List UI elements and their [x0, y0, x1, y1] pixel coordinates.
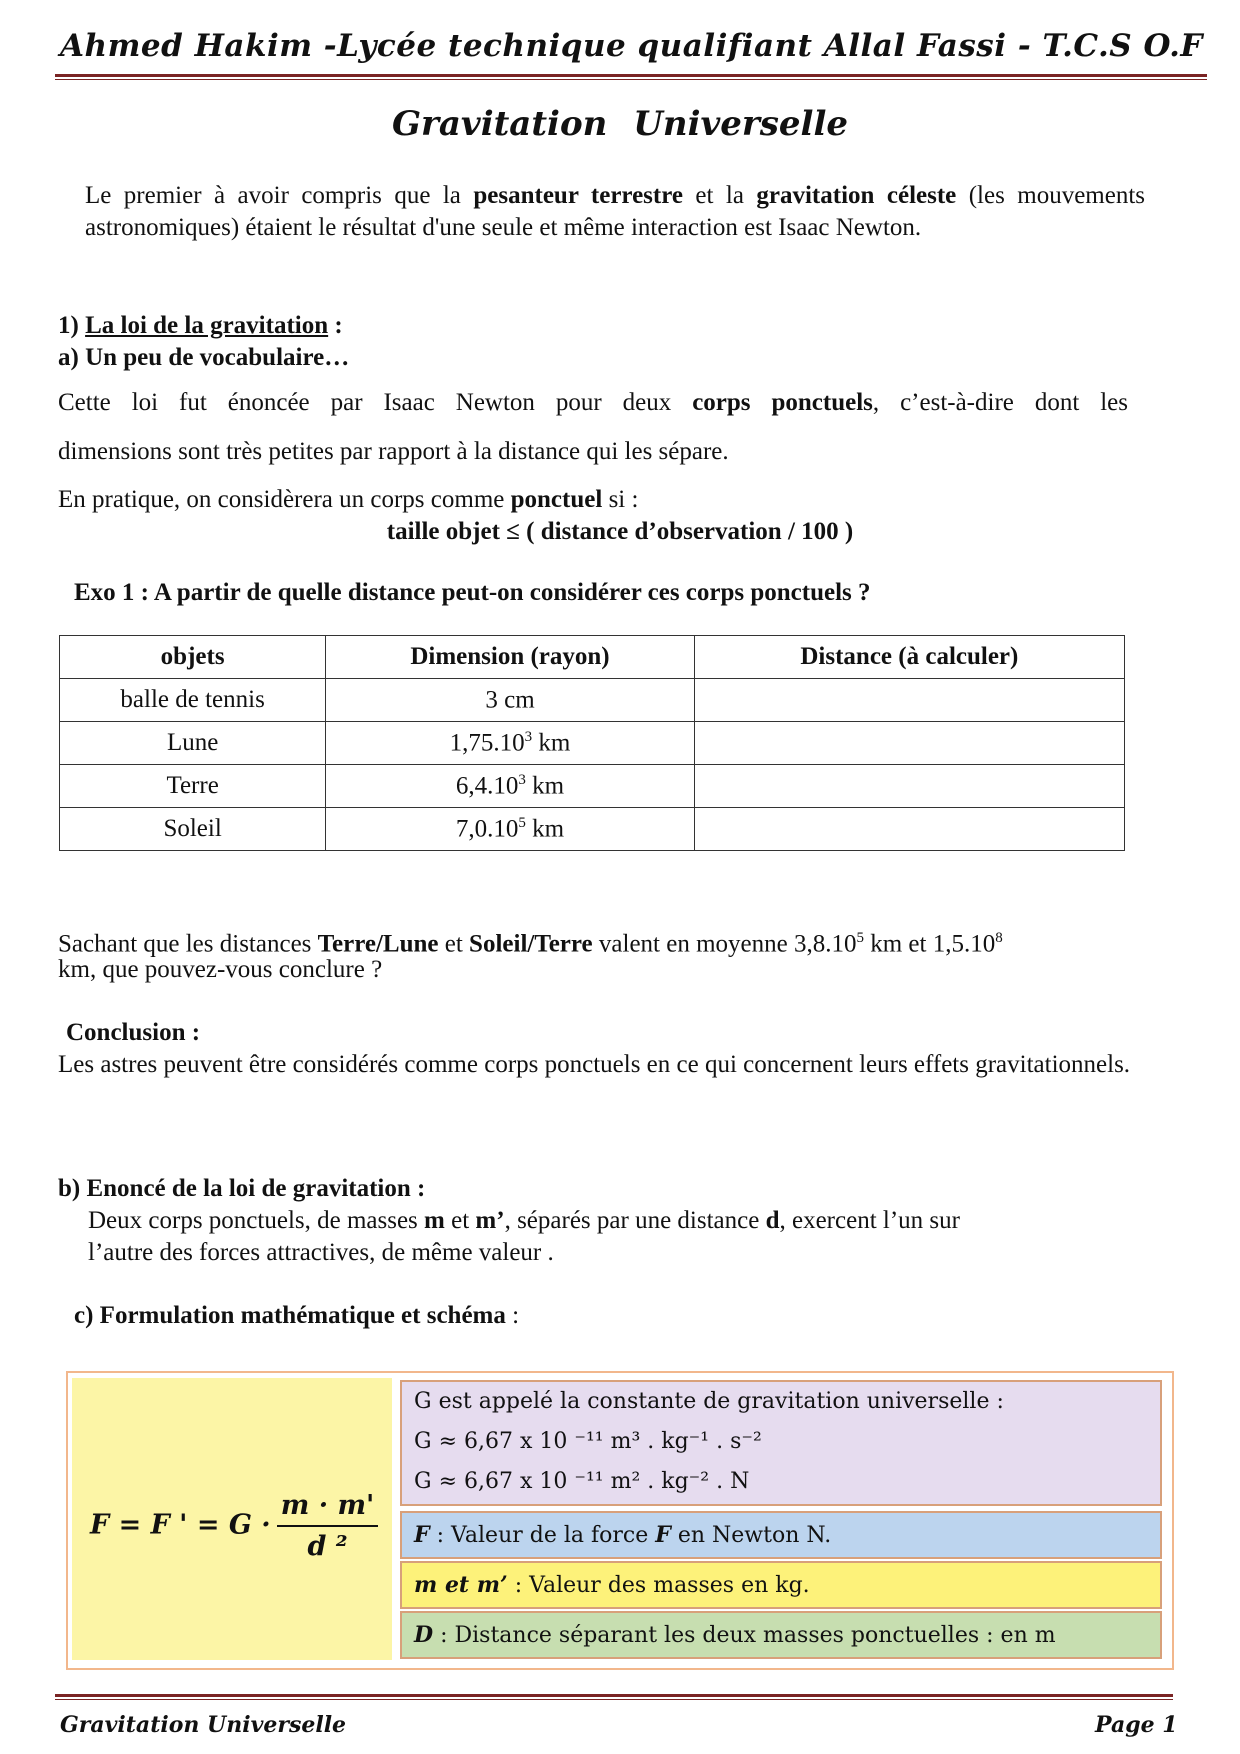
table-row — [60, 722, 1125, 765]
table-cell-distance[interactable] — [694, 765, 1124, 808]
footer-rule-thin — [55, 1699, 1173, 1700]
table-cell-object: balle de tennis — [60, 679, 326, 722]
table-row — [60, 765, 1125, 808]
g-constant-cell — [400, 1380, 1162, 1506]
ponctuel-text: En pratique, on considèrera un corps comme — [58, 486, 511, 513]
table-cell-distance[interactable] — [694, 679, 1124, 722]
footer-rule — [55, 1694, 1173, 1697]
vocab-line-2: dimensions sont très petites par rapport à la distance qui les sépare. — [58, 438, 729, 465]
section-title: La loi de la gravitation — [85, 312, 329, 339]
vocab-text: Cette loi fut énoncée par Isaac Newton pour deux — [58, 389, 693, 416]
distance-symbol: D — [414, 1622, 434, 1648]
objects-table — [59, 635, 1125, 851]
table-header: Distance (à calculer) — [694, 636, 1124, 679]
distance-cell: D : Distance séparant les deux masses ponctuelles : en m — [400, 1611, 1162, 1659]
header-rule-thin — [55, 79, 1207, 80]
table-cell-object: Terre — [60, 765, 326, 808]
distance-question-line-2: km, que pouvez-vous conclure ? — [58, 956, 383, 983]
table-cell-dimension: 3 cm — [326, 679, 694, 722]
intro-text: et la — [682, 182, 757, 209]
intro-text: (les mouvements astronomiques) étaient le résultat d'une seule et même interaction est Isaac Newton. — [85, 182, 1146, 241]
table-header: Dimension (rayon) — [326, 636, 694, 679]
subsection-title: c) Formulation mathématique et schéma — [74, 1302, 506, 1329]
formula-fraction — [277, 1490, 379, 1562]
table-cell-dimension: 1,75.10$^3$ km — [326, 722, 694, 765]
law-statement: Deux corps ponctuels, de masses m et m’, séparés par une distance d, exercent l’un sur — [88, 1207, 960, 1234]
g-constant-label: G est appelé la constante de gravitation universelle : — [414, 1389, 1004, 1414]
masses-symbol: m et m’ — [414, 1572, 508, 1598]
question-bold: Terre/Lune — [317, 930, 439, 958]
formula-denominator: d ² — [307, 1531, 348, 1562]
g-constant-value-1: G ≈ 6,67 x 10 ⁻¹¹ m³ . kg⁻¹ . s⁻² — [414, 1429, 762, 1454]
intro-bold: gravitation céleste — [756, 182, 957, 209]
page-number: Page 1 — [1095, 1712, 1178, 1738]
question-exponent: 5 — [856, 930, 864, 946]
table-row — [60, 808, 1125, 851]
footer-title: Gravitation Universelle — [60, 1712, 347, 1738]
table-cell-object: Lune — [60, 722, 326, 765]
gravitation-formula — [90, 1490, 378, 1562]
masses-cell: m et m’ : Valeur des masses en kg. — [400, 1561, 1162, 1609]
force-cell: F : Valeur de la force F en Newton N. — [400, 1511, 1162, 1559]
vocab-text: , c’est-à-dire dont les — [872, 389, 1128, 416]
subsection-c-heading: c) Formulation mathématique et schéma : — [74, 1302, 520, 1329]
page-header: Ahmed Hakim -Lycée technique qualifiant Allal Fassi - T.C.S O.F — [60, 28, 1203, 64]
section-colon: : — [328, 312, 343, 339]
ponctuel-rule: taille objet ≤ ( distance d’observation / 100 ) — [386, 518, 854, 545]
question-text: km et 1,5.10 — [863, 930, 996, 958]
conclusion-label: Conclusion : — [66, 1019, 201, 1046]
formula-lhs: F = F ' = G · — [90, 1509, 271, 1541]
vocab-line-1 — [58, 387, 1128, 419]
intro-text: Le premier à avoir compris que la — [85, 182, 474, 209]
table-cell-dimension: 7,0.10$^5$ km — [326, 808, 694, 851]
formula-panel — [72, 1378, 392, 1660]
table-header: objets — [60, 636, 326, 679]
ponctuel-text: si : — [602, 486, 639, 513]
section-1-heading — [58, 310, 343, 342]
formula-numerator: m · m' — [277, 1490, 379, 1527]
table-header-row — [60, 636, 1125, 679]
exercise-1: Exo 1 : A partir de quelle distance peut-on considérer ces corps ponctuels ? — [74, 579, 871, 606]
subsection-title: a) Un peu de vocabulaire… — [58, 344, 350, 371]
table-cell-distance[interactable] — [694, 808, 1124, 851]
vocab-bold: corps ponctuels — [692, 389, 873, 416]
table-row — [60, 679, 1125, 722]
g-constant-value-2: G ≈ 6,67 x 10 ⁻¹¹ m² . kg⁻² . N — [414, 1469, 750, 1494]
section-number: 1) — [58, 312, 86, 339]
intro-paragraph — [85, 180, 1145, 244]
ponctuel-bold: ponctuel — [510, 486, 603, 513]
table-cell-object: Soleil — [60, 808, 326, 851]
force-symbol: F — [414, 1522, 430, 1548]
question-text: valent en moyenne 3,8.10 — [592, 930, 857, 958]
question-text: et — [438, 930, 470, 958]
ponctuel-line — [58, 484, 638, 516]
intro-bold: pesanteur terrestre — [473, 182, 683, 209]
subsection-a-heading — [58, 342, 349, 374]
question-bold: Soleil/Terre — [469, 930, 593, 958]
question-exponent: 8 — [995, 930, 1003, 946]
subsection-b-heading: b) Enoncé de la loi de gravitation : — [58, 1175, 426, 1202]
question-text: Sachant que les distances — [58, 930, 318, 958]
header-rule — [55, 74, 1207, 77]
law-statement-line-2: l’autre des forces attractives, de même valeur . — [88, 1239, 554, 1266]
table-cell-dimension: 6,4.10$^3$ km — [326, 765, 694, 808]
table-cell-distance[interactable] — [694, 722, 1124, 765]
page-title: Gravitation Universelle — [391, 104, 849, 144]
conclusion-text: Les astres peuvent être considérés comme corps ponctuels en ce qui concernent leurs effets gravitationnels. — [58, 1051, 1131, 1078]
